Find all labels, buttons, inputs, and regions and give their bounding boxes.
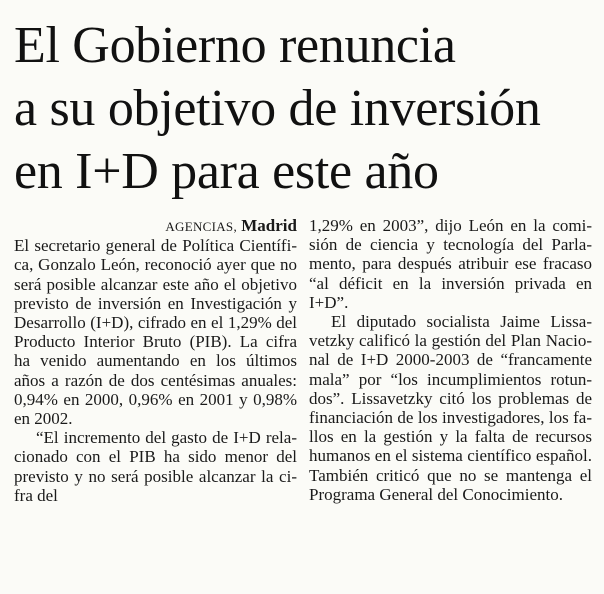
column-left (14, 216, 297, 586)
column-right (309, 216, 592, 586)
headline-line-1: El Gobierno renuncia (14, 17, 456, 74)
headline-line-2: a su objetivo de inversión (14, 80, 541, 137)
byline-agency: AGENCIAS, (165, 219, 238, 234)
article-paragraph: El diputado socialista Jaime Lissavetzky calificó la gestión del Plan Nacional de I+D 2000-2003 de “francamente mala” por “los incumplimientos rotundos”. Lissavetzky citó los problemas de financiación de los investigadores, los fallos en la gestión y la falta de recursos humanos en el sistema científico español. También criticó que no se mantenga el Programa General del Conocimiento. (309, 312, 592, 504)
byline-place: Madrid (241, 216, 297, 235)
article-headline (14, 14, 590, 203)
article-paragraph-continued: 1,29% en 2003”, dijo León en la comisión de ciencia y tecnología del Parlamento, para después atribuir ese fracaso “al déficit en la inversión privada en I+D”. (309, 216, 592, 312)
headline-line-3: en I+D para este año (14, 143, 439, 200)
article-body (14, 216, 592, 586)
article-paragraph: “El incremento del gasto de I+D relacionado con el PIB ha sido menor del previsto y no será posible alcanzar la cifra del (14, 428, 297, 505)
byline (14, 216, 297, 236)
article-paragraph: El secretario general de Política Científica, Gonzalo León, reconoció ayer que no será posible alcanzar este año el objetivo previsto de inversión en Investigación y Desarrollo (I+D), cifrado en el 1,29% del Producto Interior Bruto (PIB). La cifra ha venido aumentando en los últimos años a razón de dos centésimas anuales: 0,94% en 2000, 0,96% en 2001 y 0,98% en 2002. (14, 236, 297, 429)
